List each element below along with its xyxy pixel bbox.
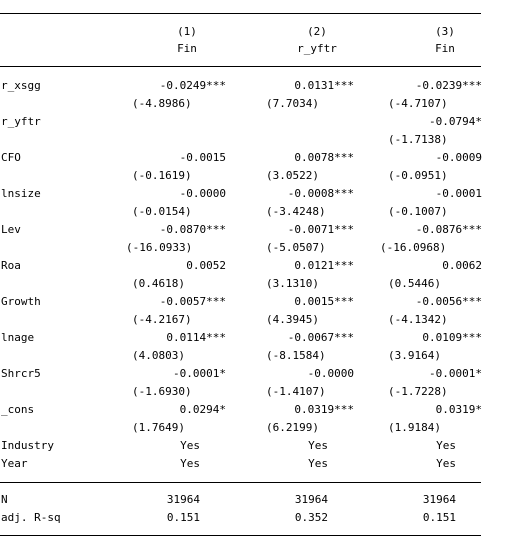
tstat-cell: (4.0803) bbox=[132, 349, 185, 362]
coef-cell: -0.0009 bbox=[435, 151, 482, 164]
coef-cell: -0.0067*** bbox=[287, 331, 354, 344]
stat-value: 31964 bbox=[294, 493, 328, 506]
tstat-cell: (1.7649) bbox=[132, 421, 185, 434]
coef-cell: 0.0109*** bbox=[422, 331, 482, 344]
fixed-effect-value: Yes bbox=[180, 439, 200, 452]
coef-cell: -0.0239*** bbox=[415, 79, 482, 92]
tstat-cell: (-1.7228) bbox=[388, 385, 448, 398]
row-label: Shrcr5 bbox=[1, 367, 41, 380]
row-label: Roa bbox=[1, 259, 21, 272]
tstat-cell: (-4.1342) bbox=[388, 313, 448, 326]
coef-cell: 0.0319*** bbox=[294, 403, 354, 416]
tstat-cell: (0.4618) bbox=[132, 277, 185, 290]
stat-value: 0.151 bbox=[422, 511, 456, 524]
coef-cell: -0.0876*** bbox=[415, 223, 482, 236]
tstat-cell: (3.9164) bbox=[388, 349, 441, 362]
bottom-rule bbox=[0, 535, 481, 536]
column-dependent-3: Fin bbox=[435, 42, 455, 55]
fixed-effect-label: Year bbox=[1, 457, 28, 470]
stat-value: 0.151 bbox=[166, 511, 200, 524]
tstat-cell: (3.1310) bbox=[266, 277, 319, 290]
tstat-cell: (0.5446) bbox=[388, 277, 441, 290]
tstat-cell: (-5.0507) bbox=[266, 241, 326, 254]
stat-label: N bbox=[1, 493, 8, 506]
tstat-cell: (-4.2167) bbox=[132, 313, 192, 326]
tstat-cell: (1.9184) bbox=[388, 421, 441, 434]
row-label: r_xsgg bbox=[1, 79, 41, 92]
column-dependent-2: r_yftr bbox=[297, 42, 337, 55]
coef-cell: 0.0015*** bbox=[294, 295, 354, 308]
coef-cell: -0.0008*** bbox=[287, 187, 354, 200]
coef-cell: -0.0057*** bbox=[159, 295, 226, 308]
tstat-cell: (-0.1007) bbox=[388, 205, 448, 218]
coef-cell: 0.0294* bbox=[179, 403, 226, 416]
coef-cell: -0.0071*** bbox=[287, 223, 354, 236]
tstat-cell: (-3.4248) bbox=[266, 205, 326, 218]
tstat-cell: (-1.6930) bbox=[132, 385, 192, 398]
tstat-cell: (-4.8986) bbox=[132, 97, 192, 110]
row-label: lnsize bbox=[1, 187, 41, 200]
tstat-cell: (-16.0968) bbox=[380, 241, 447, 254]
header-rule bbox=[0, 66, 481, 67]
coef-cell: -0.0001* bbox=[173, 367, 226, 380]
tstat-cell: (-0.0154) bbox=[132, 205, 192, 218]
column-number-3: (3) bbox=[435, 25, 455, 38]
tstat-cell: (-1.4107) bbox=[266, 385, 326, 398]
stat-value: 0.352 bbox=[294, 511, 328, 524]
tstat-cell: (7.7034) bbox=[266, 97, 319, 110]
tstat-cell: (4.3945) bbox=[266, 313, 319, 326]
stat-value: 31964 bbox=[422, 493, 456, 506]
coef-cell: -0.0001* bbox=[429, 367, 482, 380]
fixed-effect-value: Yes bbox=[436, 457, 456, 470]
top-rule bbox=[0, 13, 481, 14]
tstat-cell: (-0.0951) bbox=[388, 169, 448, 182]
column-number-1: (1) bbox=[177, 25, 197, 38]
tstat-cell: (-4.7107) bbox=[388, 97, 448, 110]
row-label: lnage bbox=[1, 331, 35, 344]
coef-cell: -0.0056*** bbox=[415, 295, 482, 308]
fixed-effect-value: Yes bbox=[308, 439, 328, 452]
tstat-cell: (3.0522) bbox=[266, 169, 319, 182]
coef-cell: -0.0794* bbox=[429, 115, 482, 128]
coef-cell: -0.0249*** bbox=[159, 79, 226, 92]
coef-cell: 0.0078*** bbox=[294, 151, 354, 164]
stat-label: adj. R-sq bbox=[1, 511, 61, 524]
row-label: r_yftr bbox=[1, 115, 41, 128]
stats-rule bbox=[0, 482, 481, 483]
tstat-cell: (-16.0933) bbox=[126, 241, 193, 254]
tstat-cell: (-8.1584) bbox=[266, 349, 326, 362]
fixed-effect-value: Yes bbox=[436, 439, 456, 452]
column-number-2: (2) bbox=[307, 25, 327, 38]
column-dependent-1: Fin bbox=[177, 42, 197, 55]
row-label: _cons bbox=[1, 403, 35, 416]
fixed-effect-label: Industry bbox=[1, 439, 54, 452]
fixed-effect-value: Yes bbox=[180, 457, 200, 470]
coef-cell: 0.0114*** bbox=[166, 331, 226, 344]
coef-cell: -0.0870*** bbox=[159, 223, 226, 236]
coef-cell: -0.0015 bbox=[179, 151, 226, 164]
tstat-cell: (-1.7138) bbox=[388, 133, 448, 146]
coef-cell: 0.0319* bbox=[435, 403, 482, 416]
coef-cell: 0.0131*** bbox=[294, 79, 354, 92]
tstat-cell: (-0.1619) bbox=[132, 169, 192, 182]
coef-cell: -0.0000 bbox=[307, 367, 354, 380]
row-label: Growth bbox=[1, 295, 41, 308]
tstat-cell: (6.2199) bbox=[266, 421, 319, 434]
coef-cell: 0.0052 bbox=[186, 259, 226, 272]
coef-cell: -0.0001 bbox=[435, 187, 482, 200]
fixed-effect-value: Yes bbox=[308, 457, 328, 470]
stat-value: 31964 bbox=[166, 493, 200, 506]
row-label: CFO bbox=[1, 151, 21, 164]
row-label: Lev bbox=[1, 223, 21, 236]
coef-cell: 0.0062 bbox=[442, 259, 482, 272]
coef-cell: 0.0121*** bbox=[294, 259, 354, 272]
coef-cell: -0.0000 bbox=[179, 187, 226, 200]
